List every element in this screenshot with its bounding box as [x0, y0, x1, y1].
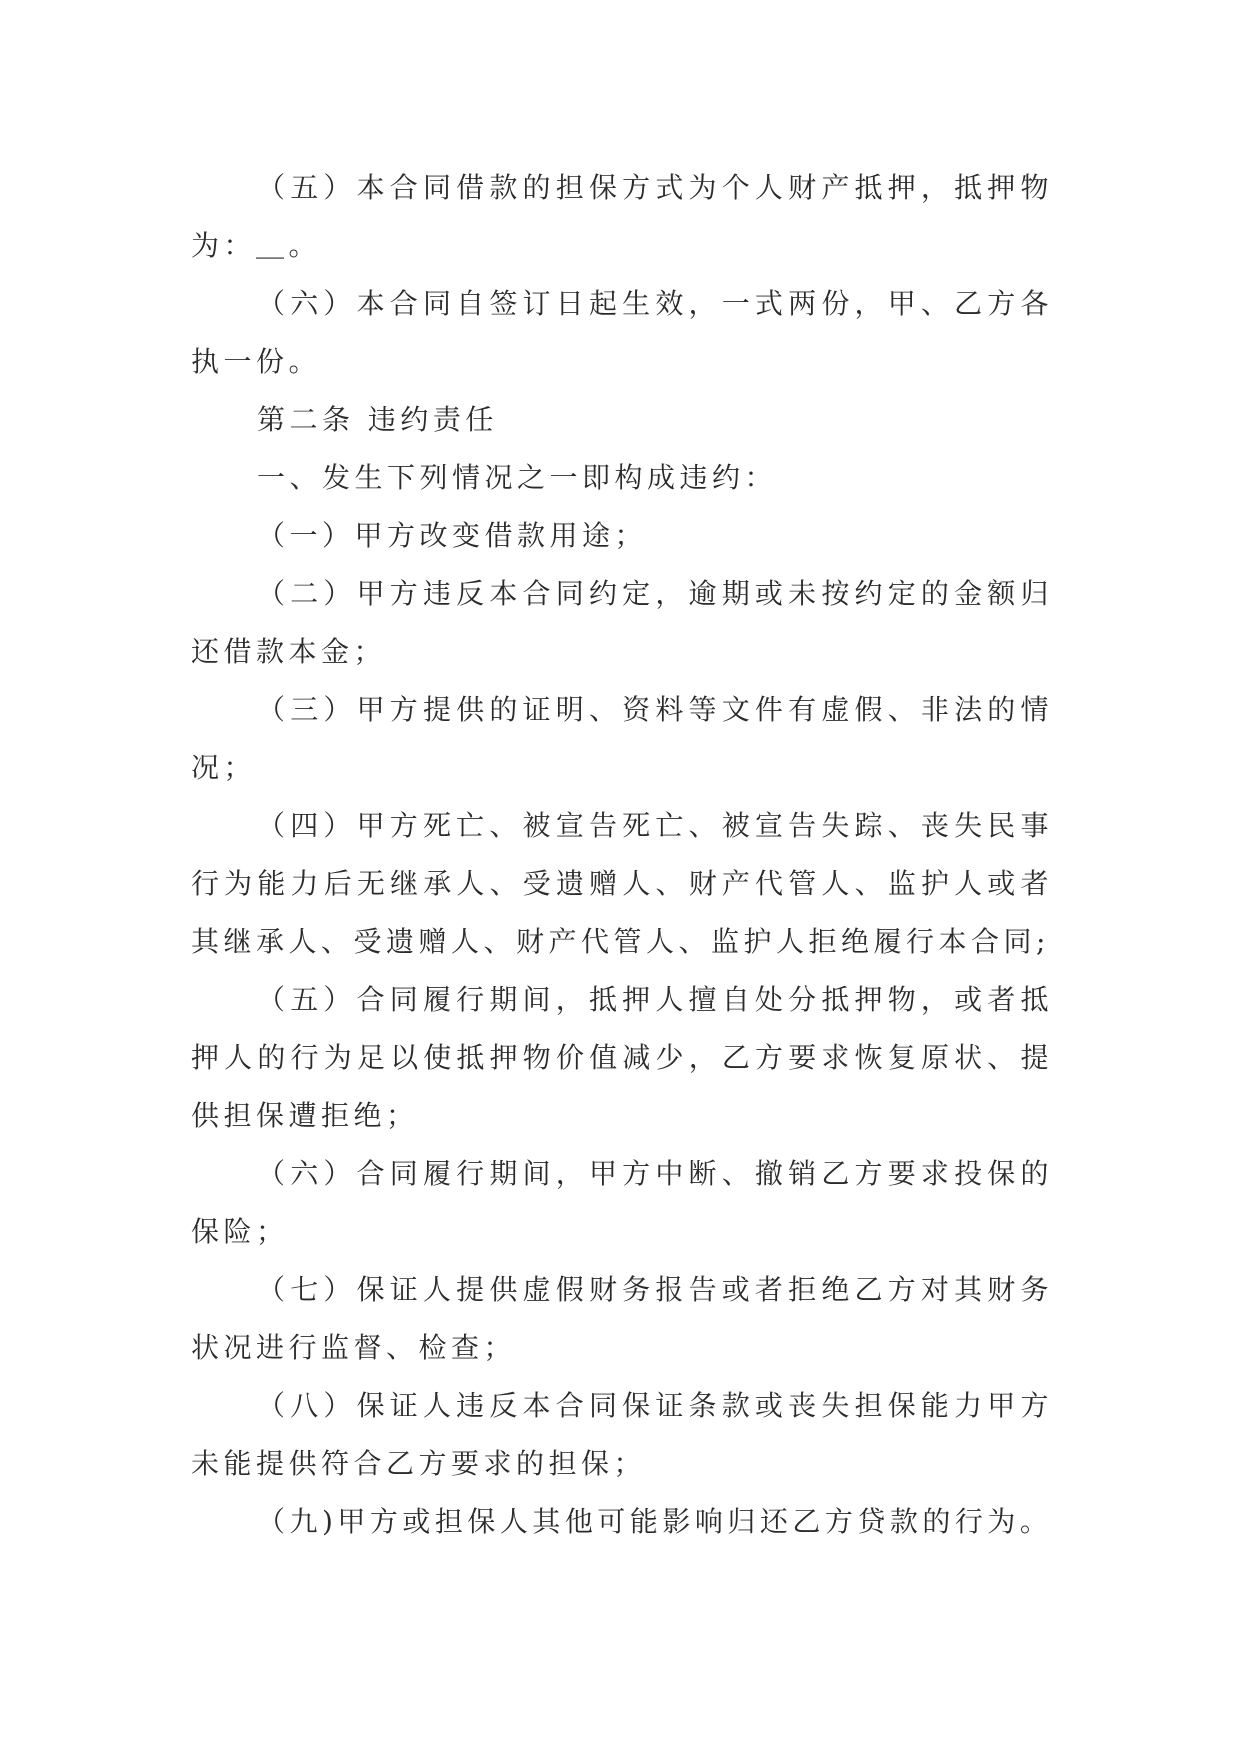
breach-item-7: （七）保证人提供虚假财务报告或者拒绝乙方对其财务状况进行监督、检查；: [191, 1273, 1053, 1364]
breach-intro: 一、发生下列情况之一即构成违约：: [257, 461, 778, 494]
breach-item-9: （九)甲方或担保人其他可能影响归还乙方贷款的行为。: [257, 1505, 1053, 1538]
breach-item-6: （六）合同履行期间，甲方中断、撤销乙方要求投保的保险；: [191, 1157, 1053, 1248]
breach-item-5: （五）合同履行期间，抵押人擅自处分抵押物，或者抵押人的行为足以使抵押物价值减少，乙方要求恢复原状、提供担保遭拒绝；: [191, 983, 1053, 1132]
breach-item-8: （八）保证人违反本合同保证条款或丧失担保能力甲方未能提供符合乙方要求的担保；: [191, 1389, 1053, 1480]
breach-item-3: （三）甲方提供的证明、资料等文件有虚假、非法的情况；: [191, 693, 1053, 784]
breach-item-4: （四）甲方死亡、被宣告死亡、被宣告失踪、丧失民事行为能力后无继承人、受遗赠人、财产代管人、监护人或者其继承人、受遗赠人、财产代管人、监护人拒绝履行本合同;: [191, 809, 1053, 958]
clause-5-guarantee: （五）本合同借款的担保方式为个人财产抵押，抵押物为：＿。: [191, 171, 1053, 262]
document-body: [191, 159, 1053, 1551]
clause-6-effective: （六）本合同自签订日起生效，一式两份，甲、乙方各执一份。: [191, 287, 1053, 378]
article-2-heading: 第二条 违约责任: [257, 403, 498, 436]
breach-item-1: （一）甲方改变借款用途；: [257, 519, 648, 552]
breach-item-2: （二）甲方违反本合同约定，逾期或未按约定的金额归还借款本金；: [191, 577, 1053, 668]
